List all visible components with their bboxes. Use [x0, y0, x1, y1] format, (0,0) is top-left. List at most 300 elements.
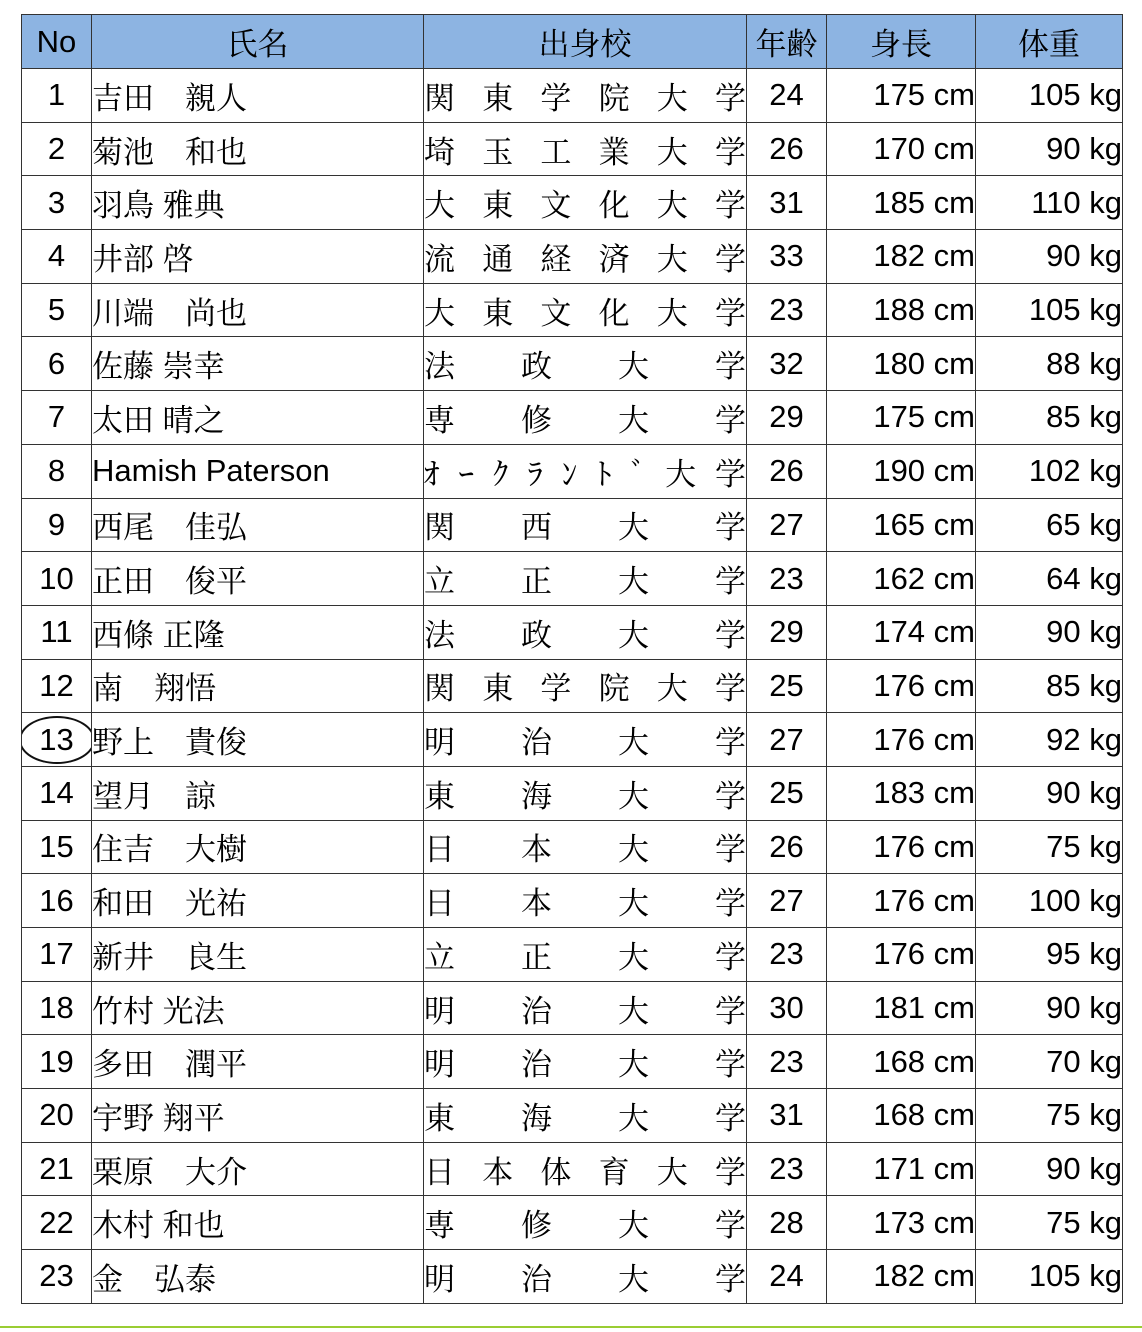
school-char: 本 [521, 886, 552, 922]
school-char: 育 [598, 1154, 630, 1190]
player-weight: 102 kg [976, 444, 1123, 498]
school-char: 本 [521, 832, 552, 868]
player-name: 野上 貴俊 [92, 713, 424, 767]
school-char: 大 [656, 80, 688, 116]
table-row [22, 498, 1123, 552]
player-weight: 75 kg [976, 820, 1123, 874]
row-number: 5 [22, 283, 92, 337]
header-height: 身長 [827, 15, 976, 69]
table-row [22, 766, 1123, 820]
player-school [424, 444, 747, 498]
player-age: 30 [747, 981, 827, 1035]
player-height: 170 cm [827, 122, 976, 176]
table-row [22, 928, 1123, 982]
school-char: 学 [715, 832, 746, 868]
player-age: 31 [747, 1089, 827, 1143]
school-char: ﾗ [527, 456, 543, 492]
school-char: 修 [521, 402, 552, 438]
school-char: 大 [618, 993, 649, 1029]
player-height: 181 cm [827, 981, 976, 1035]
school-char: 大 [618, 1100, 649, 1136]
player-height: 176 cm [827, 928, 976, 982]
school-char: 大 [618, 617, 649, 653]
table-row [22, 1035, 1123, 1089]
player-school [424, 176, 747, 230]
player-height: 182 cm [827, 230, 976, 284]
school-char: 正 [521, 564, 552, 600]
school-char: 大 [656, 671, 688, 707]
school-char: 東 [482, 188, 514, 224]
school-chars [424, 449, 746, 494]
school-char: 文 [540, 295, 572, 331]
player-height: 175 cm [827, 391, 976, 445]
school-char: 済 [598, 241, 630, 277]
school-chars [424, 1093, 746, 1138]
player-age: 25 [747, 766, 827, 820]
row-number: 10 [22, 552, 92, 606]
school-char: 東 [424, 1100, 455, 1136]
school-char: 大 [618, 886, 649, 922]
school-char: 大 [618, 349, 649, 385]
player-age: 23 [747, 928, 827, 982]
player-weight: 105 kg [976, 69, 1123, 123]
player-school [424, 1250, 747, 1304]
table-row [22, 1250, 1123, 1304]
school-char: 大 [618, 564, 649, 600]
player-name: 西尾 佳弘 [92, 498, 424, 552]
player-school [424, 820, 747, 874]
school-chars [424, 717, 746, 762]
school-chars [424, 663, 746, 708]
school-char: 大 [424, 188, 455, 224]
school-char: 化 [598, 188, 630, 224]
school-char: ﾞ [630, 456, 647, 492]
school-char: 修 [521, 1208, 552, 1244]
school-char: 明 [424, 725, 455, 761]
school-char: 東 [482, 295, 514, 331]
school-char: 学 [714, 1154, 746, 1190]
header-age: 年齢 [747, 15, 827, 69]
school-char: 西 [521, 510, 552, 546]
player-weight: 90 kg [976, 1142, 1123, 1196]
school-chars [424, 771, 746, 816]
row-number: 11 [22, 605, 92, 659]
row-number: 14 [22, 766, 92, 820]
row-number: 15 [22, 820, 92, 874]
school-char: 学 [714, 671, 746, 707]
school-char: 大 [424, 295, 455, 331]
player-weight: 75 kg [976, 1089, 1123, 1143]
header-row [22, 15, 1123, 69]
school-char: 学 [715, 1261, 746, 1297]
table-row [22, 283, 1123, 337]
row-number: 16 [22, 874, 92, 928]
player-age: 24 [747, 69, 827, 123]
player-name: 南 翔悟 [92, 659, 424, 713]
player-name: 望月 諒 [92, 766, 424, 820]
player-school [424, 230, 747, 284]
school-chars [424, 1039, 746, 1084]
table-row [22, 605, 1123, 659]
school-char: 文 [540, 188, 572, 224]
header-no: No [22, 15, 92, 69]
school-char: 関 [424, 671, 455, 707]
player-school [424, 391, 747, 445]
player-school [424, 552, 747, 606]
player-school [424, 766, 747, 820]
player-age: 32 [747, 337, 827, 391]
player-weight: 90 kg [976, 766, 1123, 820]
player-height: 188 cm [827, 283, 976, 337]
player-name: 竹村 光法 [92, 981, 424, 1035]
school-char: 学 [715, 886, 746, 922]
player-weight: 110 kg [976, 176, 1123, 230]
table-row [22, 1196, 1123, 1250]
school-char: 海 [521, 1100, 552, 1136]
school-char: 大 [656, 188, 688, 224]
player-height: 176 cm [827, 713, 976, 767]
school-char: 学 [715, 349, 746, 385]
player-height: 183 cm [827, 766, 976, 820]
player-school [424, 1142, 747, 1196]
school-chars [424, 986, 746, 1031]
school-char: 関 [424, 80, 455, 116]
table-row [22, 820, 1123, 874]
player-height: 190 cm [827, 444, 976, 498]
player-weight: 90 kg [976, 981, 1123, 1035]
row-number: 3 [22, 176, 92, 230]
player-height: 165 cm [827, 498, 976, 552]
player-weight: 85 kg [976, 659, 1123, 713]
player-school [424, 659, 747, 713]
player-school [424, 713, 747, 767]
row-number: 4 [22, 230, 92, 284]
school-char: 学 [715, 456, 746, 492]
school-char: 政 [521, 349, 552, 385]
player-school [424, 337, 747, 391]
bottom-divider [0, 1326, 1142, 1328]
school-char: 法 [424, 617, 455, 653]
player-age: 27 [747, 874, 827, 928]
school-char: 化 [598, 295, 630, 331]
school-char: 大 [618, 725, 649, 761]
school-char: 経 [540, 241, 572, 277]
player-age: 27 [747, 498, 827, 552]
table-row [22, 122, 1123, 176]
school-char: 大 [656, 241, 688, 277]
player-weight: 75 kg [976, 1196, 1123, 1250]
player-age: 27 [747, 713, 827, 767]
row-number: 2 [22, 122, 92, 176]
school-char: 専 [424, 402, 455, 438]
school-char: ｰ [458, 456, 474, 492]
player-school [424, 1089, 747, 1143]
player-roster-table [21, 14, 1123, 1304]
school-char: 学 [715, 1047, 746, 1083]
player-height: 176 cm [827, 874, 976, 928]
row-number: 17 [22, 928, 92, 982]
table-row [22, 874, 1123, 928]
row-number-circled: 13 [22, 713, 92, 767]
school-char: 大 [618, 402, 649, 438]
player-height: 175 cm [827, 69, 976, 123]
school-char: 日 [424, 1154, 455, 1190]
player-age: 28 [747, 1196, 827, 1250]
school-chars [424, 610, 746, 655]
school-chars [424, 288, 746, 333]
player-name: Hamish Paterson [92, 444, 424, 498]
player-name: 太田 晴之 [92, 391, 424, 445]
table-row [22, 444, 1123, 498]
school-char: 立 [424, 939, 455, 975]
school-char: 大 [618, 1047, 649, 1083]
row-number: 7 [22, 391, 92, 445]
school-char: 大 [618, 939, 649, 975]
school-char: 大 [656, 1154, 688, 1190]
school-char: 学 [714, 188, 746, 224]
school-chars [424, 73, 746, 118]
player-age: 24 [747, 1250, 827, 1304]
player-weight: 65 kg [976, 498, 1123, 552]
player-school [424, 1196, 747, 1250]
player-school [424, 928, 747, 982]
school-char: ｵ [424, 456, 440, 492]
player-name: 羽鳥 雅典 [92, 176, 424, 230]
player-weight: 105 kg [976, 1250, 1123, 1304]
row-number: 12 [22, 659, 92, 713]
table-row [22, 176, 1123, 230]
player-weight: 92 kg [976, 713, 1123, 767]
player-weight: 90 kg [976, 230, 1123, 284]
player-school [424, 1035, 747, 1089]
school-char: 大 [618, 1261, 649, 1297]
school-char: 学 [714, 241, 746, 277]
player-name: 多田 潤平 [92, 1035, 424, 1089]
player-height: 176 cm [827, 820, 976, 874]
school-chars [424, 1200, 746, 1245]
player-height: 176 cm [827, 659, 976, 713]
school-chars [424, 1254, 746, 1299]
player-age: 29 [747, 391, 827, 445]
school-char: 大 [656, 134, 688, 170]
table-row [22, 230, 1123, 284]
school-chars [424, 1147, 746, 1192]
school-chars [424, 556, 746, 601]
roster-body [22, 69, 1123, 1304]
table-row [22, 659, 1123, 713]
school-chars [424, 127, 746, 172]
table-row [22, 337, 1123, 391]
player-name: 井部 啓 [92, 230, 424, 284]
school-char: 本 [482, 1154, 514, 1190]
player-age: 26 [747, 122, 827, 176]
row-number: 6 [22, 337, 92, 391]
player-height: 173 cm [827, 1196, 976, 1250]
player-name: 住吉 大樹 [92, 820, 424, 874]
player-school [424, 498, 747, 552]
table-row [22, 391, 1123, 445]
player-weight: 64 kg [976, 552, 1123, 606]
row-number: 9 [22, 498, 92, 552]
player-name: 金 弘泰 [92, 1250, 424, 1304]
school-char: 学 [715, 778, 746, 814]
school-char: 関 [424, 510, 455, 546]
school-char: 学 [714, 134, 746, 170]
school-char: 学 [715, 939, 746, 975]
player-height: 171 cm [827, 1142, 976, 1196]
school-char: 学 [714, 80, 746, 116]
row-number: 22 [22, 1196, 92, 1250]
school-char: 埼 [424, 134, 455, 170]
school-chars [424, 180, 746, 225]
school-char: 大 [618, 510, 649, 546]
school-char: 学 [715, 564, 746, 600]
school-char: 治 [521, 1261, 552, 1297]
row-number: 18 [22, 981, 92, 1035]
player-height: 162 cm [827, 552, 976, 606]
player-age: 29 [747, 605, 827, 659]
table-row [22, 1089, 1123, 1143]
player-age: 26 [747, 444, 827, 498]
school-char: 学 [714, 295, 746, 331]
school-char: 日 [424, 886, 455, 922]
school-chars [424, 395, 746, 440]
school-char: 日 [424, 832, 455, 868]
player-name: 和田 光祐 [92, 874, 424, 928]
school-char: 大 [618, 832, 649, 868]
school-char: 専 [424, 1208, 455, 1244]
player-age: 33 [747, 230, 827, 284]
school-chars [424, 932, 746, 977]
school-char: 明 [424, 993, 455, 1029]
player-school [424, 69, 747, 123]
player-weight: 90 kg [976, 122, 1123, 176]
player-weight: 70 kg [976, 1035, 1123, 1089]
player-age: 23 [747, 1142, 827, 1196]
player-school [424, 981, 747, 1035]
school-char: 学 [540, 671, 572, 707]
player-name: 菊池 和也 [92, 122, 424, 176]
school-char: 明 [424, 1261, 455, 1297]
school-char: 院 [598, 80, 630, 116]
school-char: ﾄ [596, 456, 612, 492]
player-weight: 90 kg [976, 605, 1123, 659]
school-char: 学 [715, 402, 746, 438]
row-number: 21 [22, 1142, 92, 1196]
school-char: 玉 [482, 134, 514, 170]
row-number: 1 [22, 69, 92, 123]
table-row [22, 552, 1123, 606]
player-height: 168 cm [827, 1035, 976, 1089]
row-number: 20 [22, 1089, 92, 1143]
school-chars [424, 878, 746, 923]
player-school [424, 122, 747, 176]
player-school [424, 283, 747, 337]
player-age: 26 [747, 820, 827, 874]
school-char: 体 [540, 1154, 572, 1190]
school-char: 東 [482, 671, 514, 707]
player-name: 佐藤 崇幸 [92, 337, 424, 391]
table-row [22, 713, 1123, 767]
school-char: 学 [715, 1208, 746, 1244]
school-char: 大 [656, 295, 688, 331]
player-age: 23 [747, 552, 827, 606]
player-height: 168 cm [827, 1089, 976, 1143]
player-school [424, 874, 747, 928]
row-number: 23 [22, 1250, 92, 1304]
player-height: 182 cm [827, 1250, 976, 1304]
table-row [22, 1142, 1123, 1196]
school-char: 工 [540, 134, 572, 170]
school-chars [424, 341, 746, 386]
header-weight: 体重 [976, 15, 1123, 69]
player-name: 西條 正隆 [92, 605, 424, 659]
player-name: 吉田 親人 [92, 69, 424, 123]
player-weight: 95 kg [976, 928, 1123, 982]
table-row [22, 981, 1123, 1035]
player-age: 23 [747, 283, 827, 337]
school-char: 大 [618, 1208, 649, 1244]
player-name: 栗原 大介 [92, 1142, 424, 1196]
school-char: 海 [521, 778, 552, 814]
player-name: 宇野 翔平 [92, 1089, 424, 1143]
player-name: 川端 尚也 [92, 283, 424, 337]
school-char: 東 [424, 778, 455, 814]
school-char: 大 [665, 456, 697, 492]
school-char: ﾝ [561, 456, 578, 492]
school-char: 学 [715, 993, 746, 1029]
player-name: 正田 俊平 [92, 552, 424, 606]
school-char: 東 [482, 80, 514, 116]
school-char: 学 [715, 725, 746, 761]
row-number: 8 [22, 444, 92, 498]
player-weight: 85 kg [976, 391, 1123, 445]
school-char: 治 [521, 993, 552, 1029]
header-name: 氏名 [92, 15, 424, 69]
school-char: 学 [715, 510, 746, 546]
school-char: 学 [715, 1100, 746, 1136]
school-chars [424, 502, 746, 547]
school-char: 治 [521, 1047, 552, 1083]
player-weight: 100 kg [976, 874, 1123, 928]
header-school: 出身校 [424, 15, 747, 69]
player-name: 木村 和也 [92, 1196, 424, 1250]
school-chars [424, 824, 746, 869]
player-school [424, 605, 747, 659]
school-char: 立 [424, 564, 455, 600]
school-char: 大 [618, 778, 649, 814]
school-char: 流 [424, 241, 455, 277]
player-height: 174 cm [827, 605, 976, 659]
school-char: 政 [521, 617, 552, 653]
player-weight: 88 kg [976, 337, 1123, 391]
school-char: 通 [482, 241, 514, 277]
school-char: 学 [715, 617, 746, 653]
school-char: 正 [521, 939, 552, 975]
school-char: 治 [521, 725, 552, 761]
player-weight: 105 kg [976, 283, 1123, 337]
school-char: 院 [598, 671, 630, 707]
player-height: 180 cm [827, 337, 976, 391]
table-row [22, 69, 1123, 123]
player-age: 23 [747, 1035, 827, 1089]
player-age: 31 [747, 176, 827, 230]
player-height: 185 cm [827, 176, 976, 230]
player-name: 新井 良生 [92, 928, 424, 982]
school-char: 明 [424, 1047, 455, 1083]
player-age: 25 [747, 659, 827, 713]
school-char: 学 [540, 80, 572, 116]
